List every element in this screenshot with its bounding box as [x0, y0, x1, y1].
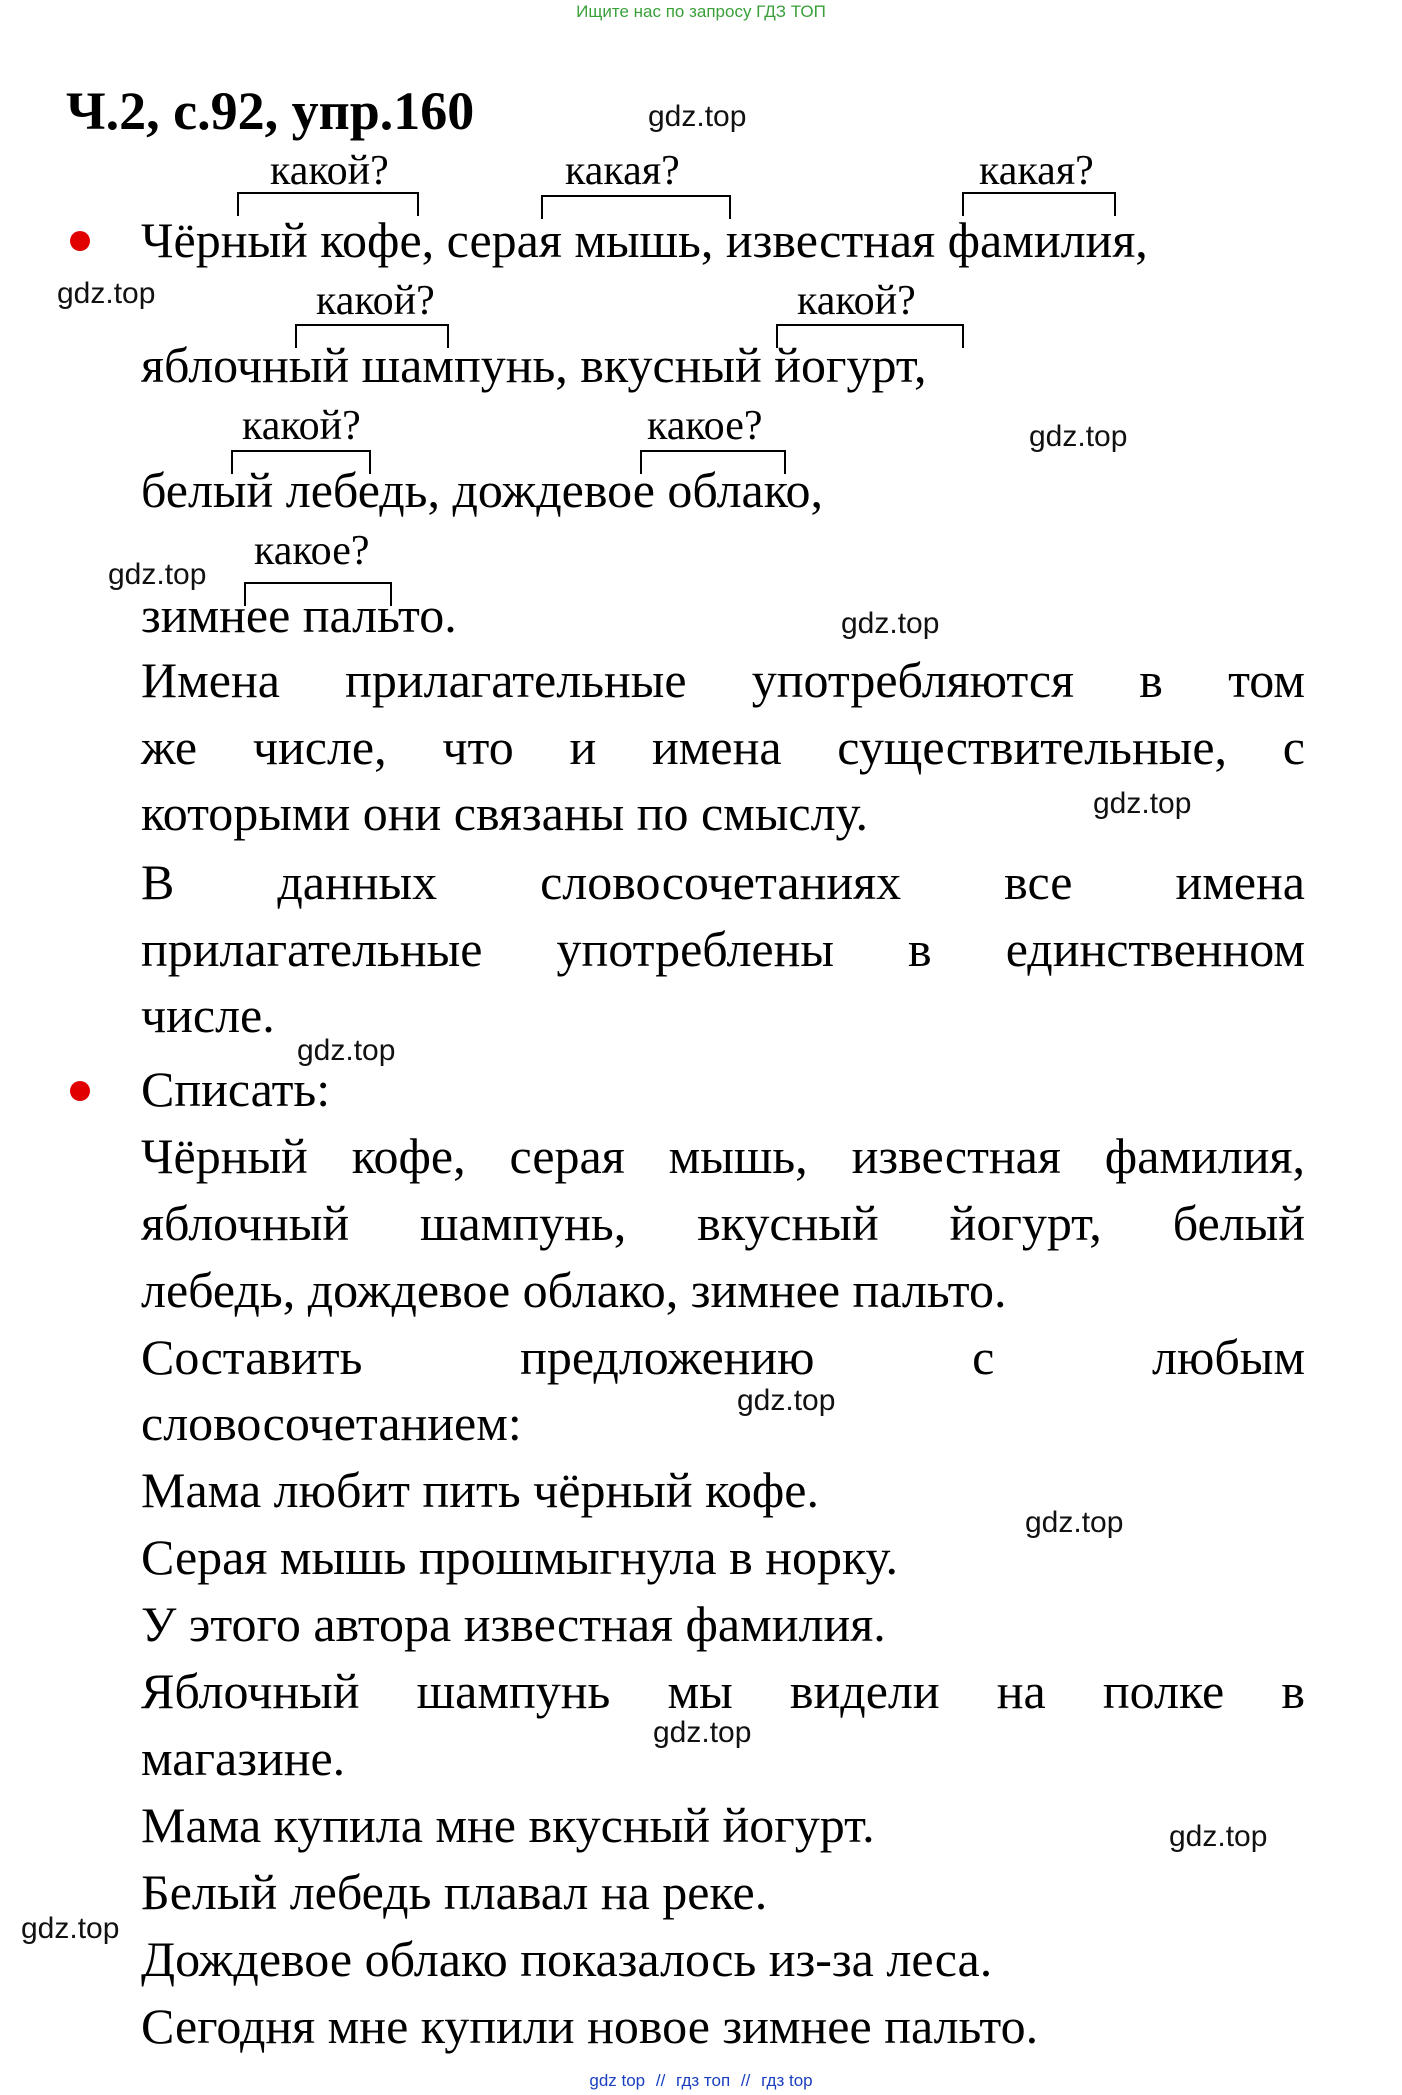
watermark: gdz.top — [737, 1384, 836, 1417]
footer-link[interactable]: гдз top — [761, 2071, 813, 2090]
question-label: какой? — [242, 403, 361, 449]
explanation-line: прилагательные употреблены в единственном — [141, 921, 1305, 977]
sentence-line: Мама любит пить чёрный кофе. — [141, 1462, 819, 1518]
phrase-line: зимнее пальто. — [141, 587, 457, 643]
footer-link[interactable]: gdz top — [589, 2071, 646, 2090]
question-label: какое? — [647, 403, 763, 449]
watermark: gdz.top — [841, 607, 940, 640]
explanation-line: Имена прилагательные употребляются в том — [141, 652, 1305, 708]
section-heading: Списать: — [141, 1061, 331, 1117]
sentence-line: Мама купила мне вкусный йогурт. — [141, 1797, 875, 1853]
question-label: какая? — [565, 148, 680, 194]
phrase-line: белый лебедь, дождевое облако, — [141, 462, 824, 518]
task-line: словосочетанием: — [141, 1395, 522, 1451]
watermark: gdz.top — [1093, 787, 1192, 820]
sentence-line: Сегодня мне купили новое зимнее пальто. — [141, 1998, 1039, 2054]
footer-links — [0, 2071, 1402, 2091]
sentence-line: Белый лебедь плавал на реке. — [141, 1864, 768, 1920]
sentence-line: Серая мышь прошмыгнула в норку. — [141, 1529, 899, 1585]
phrase-line: Чёрный кофе, серая мышь, известная фамилия, — [141, 212, 1148, 268]
watermark: gdz.top — [57, 277, 156, 310]
watermark: gdz.top — [108, 558, 207, 591]
sentence-line: У этого автора известная фамилия. — [141, 1596, 886, 1652]
sentence-line: Яблочный шампунь мы видели на полке в — [141, 1663, 1305, 1719]
explanation-line: которыми они связаны по смыслу. — [141, 785, 869, 841]
bullet-icon — [70, 231, 90, 251]
watermark: gdz.top — [1169, 1820, 1268, 1853]
copy-line: яблочный шампунь, вкусный йогурт, белый — [141, 1195, 1305, 1251]
bullet-icon — [70, 1081, 90, 1101]
footer-separator: // — [655, 2071, 666, 2090]
question-label: какой? — [316, 278, 435, 324]
watermark: gdz.top — [648, 100, 747, 133]
watermark: gdz.top — [653, 1716, 752, 1749]
explanation-line: числе. — [141, 987, 275, 1043]
sentence-line: Дождевое облако показалось из-за леса. — [141, 1931, 993, 1987]
sentence-line: магазине. — [141, 1730, 346, 1786]
explanation-line: В данных словосочетаниях все имена — [141, 854, 1305, 910]
copy-line: Чёрный кофе, серая мышь, известная фамилия, — [141, 1128, 1305, 1184]
explanation-line: же числе, что и имена существительные, с — [141, 719, 1305, 775]
watermark: gdz.top — [1029, 420, 1128, 453]
footer-separator: // — [740, 2071, 751, 2090]
copy-line: лебедь, дождевое облако, зимнее пальто. — [141, 1262, 1007, 1318]
question-label: какой? — [797, 278, 916, 324]
question-label: какая? — [979, 148, 1094, 194]
question-label: какое? — [254, 528, 370, 574]
question-label: какой? — [270, 148, 389, 194]
watermark: gdz.top — [297, 1034, 396, 1067]
task-line: Составить предложению с любым — [141, 1329, 1305, 1385]
page-title: Ч.2, с.92, упр.160 — [66, 81, 475, 141]
phrase-line: яблочный шампунь, вкусный йогурт, — [141, 337, 927, 393]
search-banner: Ищите нас по запросу ГДЗ ТОП — [576, 2, 826, 21]
watermark: gdz.top — [1025, 1506, 1124, 1539]
watermark: gdz.top — [21, 1912, 120, 1945]
footer-link[interactable]: гдз топ — [676, 2071, 731, 2090]
